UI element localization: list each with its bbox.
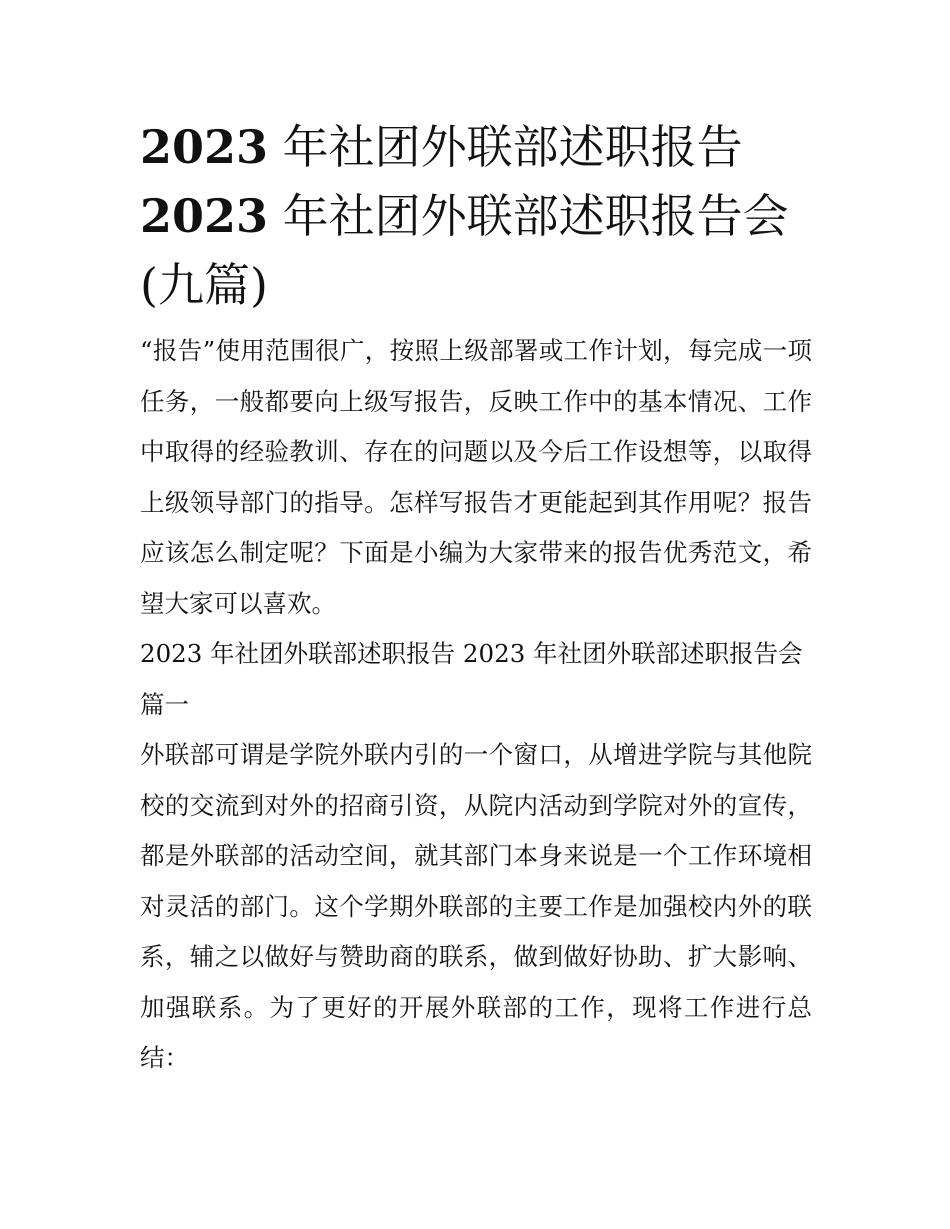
intro-paragraph: “报告”使用范围很广，按照上级部署或工作计划，每完成一项任务，一般都要向上级写报告，反映工作中的基本情况、工作中取得的经验教训、存在的问题以及今后工作设想等，以取得上级领导部门的指导。怎样写报告才更能起到其作用呢？报告应该怎么制定呢？下面是小编为大家带来的报告优秀范文，希望大家可以喜欢。 — [140, 336, 812, 618]
title-line-2-text: 年社团外联部述职报告会 — [268, 189, 789, 243]
title-line-1 — [140, 120, 743, 174]
section-heading: 2023 年社团外联部述职报告 2023 年社团外联部述职报告会篇一 — [140, 639, 803, 719]
document-content — [140, 113, 812, 1084]
body-paragraph: 外联部可谓是学院外联内引的一个窗口，从增进学院与其他院校的交流到对外的招商引资，从院内活动到学院对外的宣传，都是外联部的活动空间，就其部门本身来说是一个工作环境相对灵活的部门。这个学期外联部的主要工作是加强校内外的联系，辅之以做好与赞助商的联系，做到做好协助、扩大影响、加强联系。为了更好的开展外联部的工作，现将工作进行总结： — [140, 740, 812, 1072]
title-line-1-year: 2023 — [140, 120, 269, 174]
title-line-2 — [140, 189, 789, 243]
title-line-3: (九篇) — [140, 258, 268, 312]
title-line-2-year: 2023 — [140, 189, 269, 243]
document-title — [140, 113, 812, 320]
title-line-1-text: 年社团外联部述职报告 — [268, 120, 743, 174]
